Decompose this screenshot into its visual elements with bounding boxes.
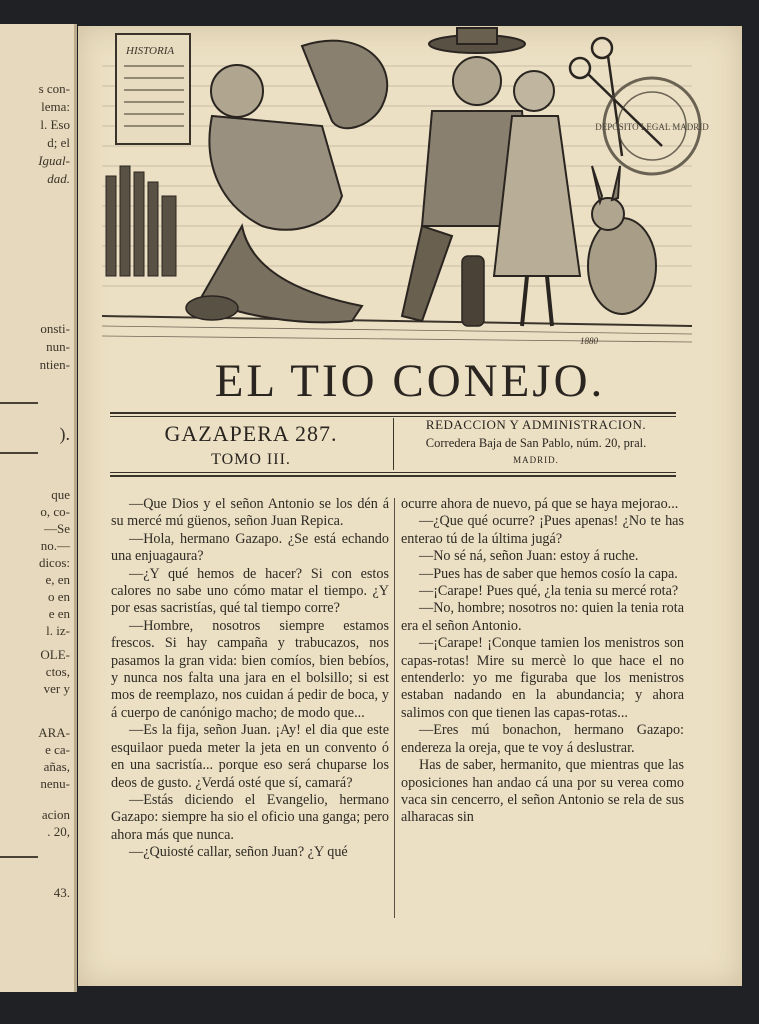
prev-fragment: l. Eso	[40, 117, 70, 132]
prev-fragment: lema:	[41, 99, 70, 114]
newspaper-title: EL TIO CONEJO.	[214, 355, 606, 407]
prev-fragment: . 20,	[47, 824, 70, 839]
kneeling-woman-figure	[186, 41, 387, 323]
article-paragraph: —¿Que qué ocurre? ¡Pues apenas! ¿No te has enterao tú de la última jugá?	[401, 513, 684, 547]
issue-number: GAZAPERA 287.	[164, 421, 338, 446]
article-paragraph: —¡Carape! ¡Conque tamien los menistros son capas-rotas! Mire su mercè lo que hace el no entenderlo: yo me figuraba que los menistros estaban nadando en la abundancia; y ahora salimos con que tienen las capas-rotas...	[401, 635, 684, 721]
masthead-illustration	[102, 26, 709, 346]
article-paragraph: —Hola, hermano Gazapo. ¿Se está echando una enjuagaura?	[111, 530, 389, 565]
prev-fragment: onsti-	[40, 321, 70, 336]
prev-fragment: e, en	[45, 572, 70, 587]
volume-label: TOMO III.	[211, 451, 291, 468]
header-divider	[393, 418, 394, 470]
administration-title: REDACCION Y ADMINISTRACION.	[425, 417, 647, 432]
prev-fragment: añas,	[43, 759, 70, 774]
article-column-left	[111, 496, 389, 862]
article-paragraph: Has de saber, hermanito, que mientras que las oposiciones han andao cá una por su verea como vaca sin cencerro, el señon Antonio se rela de sus alharacas sin	[401, 757, 684, 826]
prev-fragment: e en	[48, 606, 70, 621]
header-rule-bottom	[110, 475, 676, 477]
prev-rule	[0, 452, 38, 454]
prev-fragment: que	[51, 487, 70, 502]
prev-fragment: 43.	[53, 885, 70, 900]
scissors-image	[570, 38, 662, 156]
prev-fragment: ctos,	[45, 664, 70, 679]
prev-fragment: ARA-	[38, 725, 70, 740]
article-paragraph: —¿Quiosté callar, señon Juan? ¿Y qué	[129, 844, 348, 861]
prev-fragment: l. iz-	[46, 623, 70, 638]
article-paragraph: —Pues has de saber que hemos cosío la capa.	[419, 565, 678, 582]
stamp-text: DEPÓSITO LEGAL MADRID	[595, 122, 709, 132]
prev-fragment: ntien-	[39, 357, 70, 372]
prev-fragment: ver y	[43, 681, 70, 696]
header-rule-bottom-thin	[110, 472, 676, 473]
bottles-image	[106, 166, 176, 276]
article-paragraph: —¡Carape! Pues qué, ¿la tenia su mercé rota?	[419, 583, 679, 600]
article-paragraph: —Es la fija, señon Juan. ¡Ay! el dia que este esquilaor pueda meter la jeta en un convento ó en una sacristía... porque eso será chuparse los deos de gusto. ¿Verdá osté que sí, camará?	[111, 722, 389, 791]
article-paragraph: —Estás diciendo el Evangelio, hermano Gazapo: siempre ha sio el oficio una ganga; pero ahora más que nunca.	[111, 791, 389, 843]
article-paragraph: —Que Dios y el señon Antonio se los dén á su mercé mú güenos, señon Juan Repica.	[111, 496, 389, 530]
administration-city: MADRID.	[513, 455, 559, 465]
article-paragraph: —No, hombre; nosotros no: quien la tenia rota era el señon Antonio.	[401, 600, 684, 634]
prev-fragment: Igual-	[38, 153, 70, 168]
article-paragraph: ocurre ahora de nuevo, pá que se haya mejorao...	[401, 496, 679, 512]
prev-rule	[0, 402, 38, 404]
article-paragraph: —¿Y qué hemos de hacer? Si con estos calores no sabe uno cómo matar el tiempo. ¿Y por esas sacristías, qué tal tiempo corre?	[111, 565, 389, 617]
article-paragraph: —No sé ná, señon Juan: estoy á ruche.	[419, 548, 639, 565]
prev-fragment: o, co-	[40, 504, 70, 519]
prev-fragment: e ca-	[45, 742, 70, 757]
administration-address: Corredera Baja de San Pablo, núm. 20, pral.	[425, 436, 647, 450]
newspaper-page	[78, 26, 742, 986]
rabbit-figure	[588, 166, 656, 314]
article-paragraph: —Hombre, nosotros siempre estamos frescos. Si hay campaña y trabucazos, nos pasamos la gran vida: bien comíos, bien bebíos, y nunca nos falta una jara en el bolsillo; si est mos de reemplazo, nos cuidan á pedir de boca, y á cuerpo de canónigo macho; de modo que...	[111, 617, 389, 721]
prev-fragment: ).	[59, 424, 70, 444]
prev-fragment: acion	[41, 807, 70, 822]
prev-fragment: o en	[47, 589, 70, 604]
book-image	[116, 34, 190, 144]
book-text: HISTORIA	[126, 45, 175, 57]
previous-page-edge	[0, 24, 77, 992]
boy-figure	[494, 71, 580, 326]
article-paragraph: —Eres mú bonachon, hermano Gazapo: endereza la oreja, que te voy á deslustrar.	[401, 722, 684, 756]
header-rule-top	[110, 412, 676, 414]
prev-fragment: no.—	[40, 538, 70, 553]
prev-fragment: —Se	[44, 521, 70, 536]
prev-fragment: OLE-	[40, 647, 70, 662]
prev-fragment: dicos:	[38, 555, 70, 570]
prev-fragment: dad.	[47, 171, 70, 186]
prev-fragment: nenu-	[40, 776, 70, 791]
article-column-right	[401, 496, 684, 827]
prev-fragment: nun-	[46, 339, 70, 354]
column-divider	[394, 498, 395, 918]
prev-fragment: s con-	[38, 81, 70, 96]
prev-fragment: d; el	[47, 135, 70, 150]
engraver-mark: 1880	[580, 336, 598, 346]
prev-rule	[0, 856, 38, 858]
